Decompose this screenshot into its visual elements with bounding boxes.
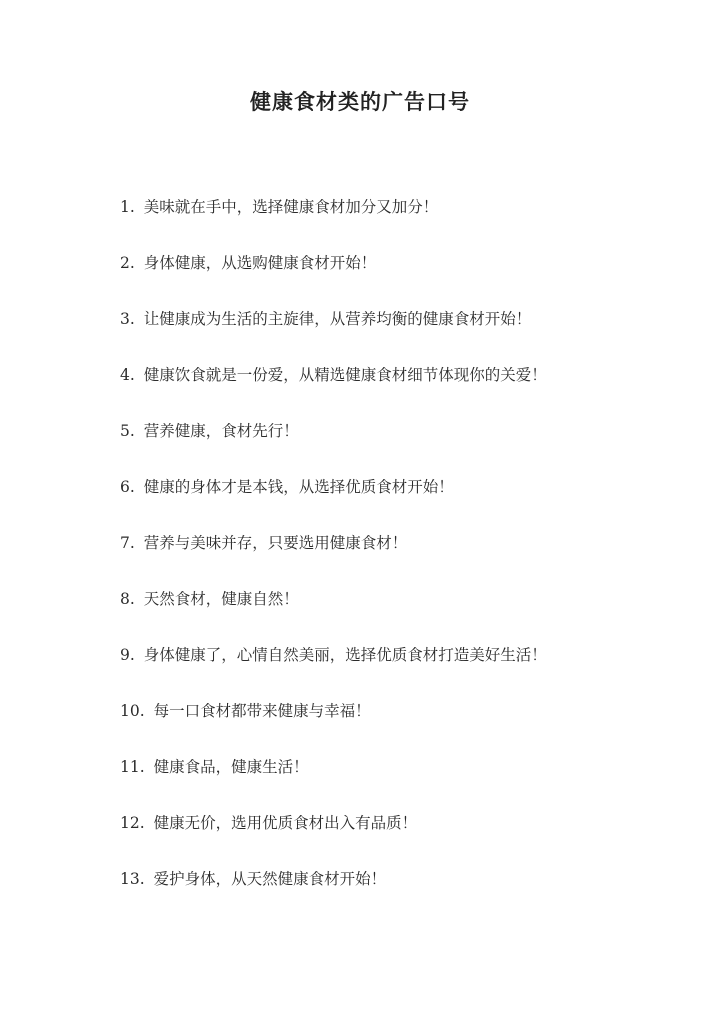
list-item <box>120 697 547 753</box>
item-text: 美味就在手中，选择健康食材加分又加分！ <box>143 198 439 216</box>
item-text: 健康的身体才是本钱，从选择优质食材开始！ <box>143 478 454 496</box>
list-item <box>120 809 547 865</box>
item-number: 12. <box>120 814 145 832</box>
item-number: 8. <box>120 590 135 608</box>
item-number: 2. <box>120 254 135 272</box>
item-text: 爱护身体，从天然健康食材开始！ <box>153 870 387 888</box>
item-text: 每一口食材都带来健康与幸福！ <box>153 702 371 720</box>
item-number: 7. <box>120 534 135 552</box>
item-number: 5. <box>120 422 135 440</box>
list-item <box>120 417 547 473</box>
list-item <box>120 361 547 417</box>
item-text: 营养与美味并存，只要选用健康食材！ <box>143 534 408 552</box>
list-item <box>120 753 547 809</box>
item-text: 让健康成为生活的主旋律，从营养均衡的健康食材开始！ <box>143 310 532 328</box>
list-item <box>120 865 547 921</box>
list-item <box>120 473 547 529</box>
item-number: 13. <box>120 870 145 888</box>
list-item <box>120 249 547 305</box>
list-item <box>120 529 547 585</box>
slogan-list <box>120 193 547 921</box>
list-item <box>120 305 547 361</box>
item-text: 天然食材，健康自然！ <box>143 590 299 608</box>
item-text: 身体健康，从选购健康食材开始！ <box>143 254 377 272</box>
list-item <box>120 585 547 641</box>
item-text: 健康食品，健康生活！ <box>153 758 309 776</box>
item-text: 健康无价，选用优质食材出入有品质！ <box>153 814 418 832</box>
item-number: 6. <box>120 478 135 496</box>
item-number: 9. <box>120 646 135 664</box>
item-text: 身体健康了，心情自然美丽，选择优质食材打造美好生活！ <box>143 646 547 664</box>
item-number: 10. <box>120 702 145 720</box>
item-number: 4. <box>120 366 135 384</box>
item-text: 营养健康，食材先行！ <box>143 422 299 440</box>
item-text: 健康饮食就是一份爱，从精选健康食材细节体现你的关爱！ <box>143 366 547 384</box>
item-number: 1. <box>120 198 135 216</box>
item-number: 3. <box>120 310 135 328</box>
list-item <box>120 193 547 249</box>
list-item <box>120 641 547 697</box>
document-title: 健康食材类的广告口号 <box>250 89 470 114</box>
item-number: 11. <box>120 758 145 776</box>
